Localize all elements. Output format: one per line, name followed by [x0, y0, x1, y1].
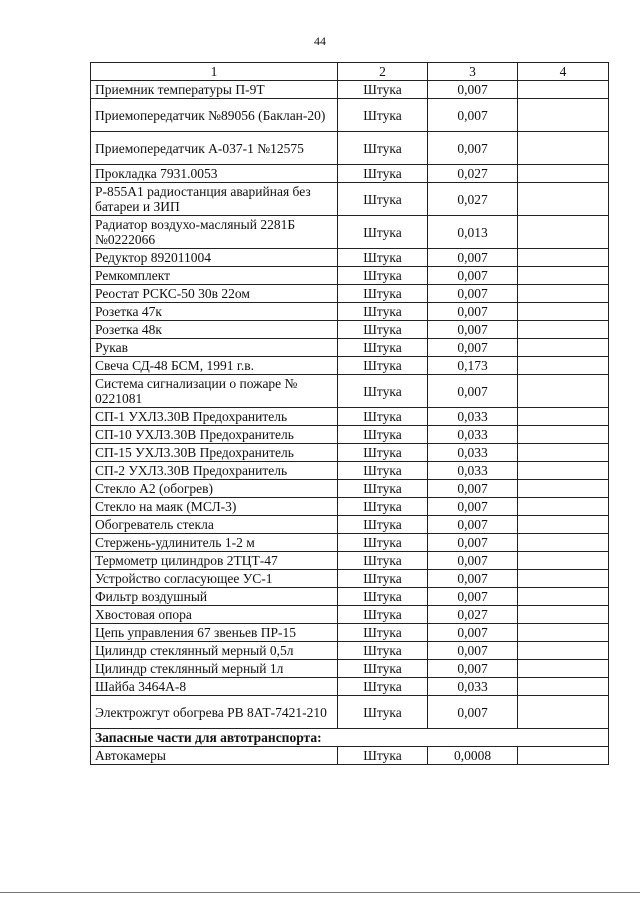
item-name-cell: Свеча СД-48 БСМ, 1991 г.в. — [91, 357, 338, 375]
item-name-cell: Рукав — [91, 339, 338, 357]
unit-cell: Штука — [338, 480, 428, 498]
quantity-cell: 0,027 — [428, 183, 518, 216]
note-cell — [518, 462, 609, 480]
table-row — [91, 216, 609, 249]
unit-cell: Штука — [338, 81, 428, 99]
note-cell — [518, 81, 609, 99]
unit-cell: Штука — [338, 444, 428, 462]
column-header: 4 — [518, 63, 609, 81]
table-row — [91, 132, 609, 165]
item-name-cell: Электрожгут обогрева РВ 8АТ-7421-210 — [91, 696, 338, 729]
note-cell — [518, 696, 609, 729]
quantity-cell: 0,007 — [428, 249, 518, 267]
table-row — [91, 81, 609, 99]
note-cell — [518, 426, 609, 444]
column-header: 2 — [338, 63, 428, 81]
unit-cell: Штука — [338, 321, 428, 339]
item-name-cell: Редуктор 892011004 — [91, 249, 338, 267]
quantity-cell: 0,007 — [428, 99, 518, 132]
note-cell — [518, 498, 609, 516]
note-cell — [518, 660, 609, 678]
unit-cell: Штука — [338, 516, 428, 534]
note-cell — [518, 375, 609, 408]
note-cell — [518, 444, 609, 462]
table-row — [91, 444, 609, 462]
item-name-cell: Стекло на маяк (МСЛ-3) — [91, 498, 338, 516]
note-cell — [518, 408, 609, 426]
note-cell — [518, 678, 609, 696]
unit-cell: Штука — [338, 462, 428, 480]
note-cell — [518, 165, 609, 183]
table-row — [91, 588, 609, 606]
unit-cell: Штука — [338, 132, 428, 165]
item-name-cell: Термометр цилиндров 2ТЦТ-47 — [91, 552, 338, 570]
note-cell — [518, 357, 609, 375]
table-row — [91, 624, 609, 642]
item-name-cell: Цепь управления 67 звеньев ПР-15 — [91, 624, 338, 642]
quantity-cell: 0,007 — [428, 321, 518, 339]
table-row — [91, 375, 609, 408]
table-body — [91, 81, 609, 765]
quantity-cell: 0,173 — [428, 357, 518, 375]
item-name-cell: Фильтр воздушный — [91, 588, 338, 606]
unit-cell: Штука — [338, 660, 428, 678]
quantity-cell: 0,007 — [428, 480, 518, 498]
item-name-cell: Система сигнализации о пожаре № 0221081 — [91, 375, 338, 408]
note-cell — [518, 183, 609, 216]
table-row — [91, 99, 609, 132]
table-row — [91, 747, 609, 765]
note-cell — [518, 267, 609, 285]
unit-cell: Штука — [338, 216, 428, 249]
quantity-cell: 0,033 — [428, 408, 518, 426]
item-name-cell: СП-15 УХЛ3.30В Предохранитель — [91, 444, 338, 462]
item-name-cell: Реостат РСКС-50 30в 22ом — [91, 285, 338, 303]
item-name-cell: Цилиндр стеклянный мерный 0,5л — [91, 642, 338, 660]
quantity-cell: 0,027 — [428, 606, 518, 624]
quantity-cell: 0,007 — [428, 516, 518, 534]
unit-cell: Штука — [338, 534, 428, 552]
table-row — [91, 552, 609, 570]
quantity-cell: 0,0008 — [428, 747, 518, 765]
table-row — [91, 516, 609, 534]
unit-cell: Штука — [338, 624, 428, 642]
unit-cell: Штука — [338, 606, 428, 624]
unit-cell: Штука — [338, 642, 428, 660]
note-cell — [518, 99, 609, 132]
item-name-cell: Шайба 3464А-8 — [91, 678, 338, 696]
unit-cell: Штука — [338, 249, 428, 267]
note-cell — [518, 321, 609, 339]
unit-cell: Штука — [338, 375, 428, 408]
table-row — [91, 408, 609, 426]
unit-cell: Штука — [338, 285, 428, 303]
item-name-cell: СП-2 УХЛ3.30В Предохранитель — [91, 462, 338, 480]
quantity-cell: 0,007 — [428, 534, 518, 552]
table-row — [91, 183, 609, 216]
note-cell — [518, 339, 609, 357]
table-header-row — [91, 63, 609, 81]
item-name-cell: Р-855А1 радиостанция аварийная без батареи и ЗИП — [91, 183, 338, 216]
table-row — [91, 570, 609, 588]
table-row — [91, 534, 609, 552]
table-row — [91, 165, 609, 183]
item-name-cell: Автокамеры — [91, 747, 338, 765]
quantity-cell: 0,007 — [428, 588, 518, 606]
column-header: 3 — [428, 63, 518, 81]
item-name-cell: Стержень-удлинитель 1-2 м — [91, 534, 338, 552]
quantity-cell: 0,007 — [428, 375, 518, 408]
unit-cell: Штука — [338, 426, 428, 444]
quantity-cell: 0,007 — [428, 570, 518, 588]
item-name-cell: Стекло А2 (обогрев) — [91, 480, 338, 498]
quantity-cell: 0,007 — [428, 624, 518, 642]
note-cell — [518, 480, 609, 498]
inventory-table — [90, 62, 609, 765]
quantity-cell: 0,007 — [428, 303, 518, 321]
unit-cell: Штука — [338, 696, 428, 729]
table-row — [91, 426, 609, 444]
unit-cell: Штука — [338, 747, 428, 765]
section-title: Запасные части для автотранспорта: — [91, 729, 609, 747]
quantity-cell: 0,007 — [428, 642, 518, 660]
unit-cell: Штука — [338, 339, 428, 357]
note-cell — [518, 516, 609, 534]
table-row — [91, 462, 609, 480]
item-name-cell: Устройство согласующее УС-1 — [91, 570, 338, 588]
item-name-cell: Обогреватель стекла — [91, 516, 338, 534]
quantity-cell: 0,027 — [428, 165, 518, 183]
page-bottom-edge — [0, 892, 640, 893]
item-name-cell: Радиатор воздухо-масляный 2281Б №0222066 — [91, 216, 338, 249]
unit-cell: Штука — [338, 303, 428, 321]
unit-cell: Штука — [338, 357, 428, 375]
quantity-cell: 0,033 — [428, 444, 518, 462]
table-row — [91, 606, 609, 624]
unit-cell: Штука — [338, 498, 428, 516]
note-cell — [518, 624, 609, 642]
item-name-cell: СП-10 УХЛ3.30В Предохранитель — [91, 426, 338, 444]
unit-cell: Штука — [338, 267, 428, 285]
note-cell — [518, 606, 609, 624]
table-row — [91, 642, 609, 660]
quantity-cell: 0,007 — [428, 267, 518, 285]
table-row — [91, 339, 609, 357]
quantity-cell: 0,033 — [428, 426, 518, 444]
unit-cell: Штука — [338, 552, 428, 570]
unit-cell: Штука — [338, 408, 428, 426]
unit-cell: Штука — [338, 99, 428, 132]
item-name-cell: Хвостовая опора — [91, 606, 338, 624]
note-cell — [518, 303, 609, 321]
item-name-cell: Приемопередатчик А-037-1 №12575 — [91, 132, 338, 165]
item-name-cell: Розетка 47к — [91, 303, 338, 321]
quantity-cell: 0,033 — [428, 462, 518, 480]
column-header: 1 — [91, 63, 338, 81]
table-row — [91, 696, 609, 729]
quantity-cell: 0,007 — [428, 696, 518, 729]
section-header-row — [91, 729, 609, 747]
item-name-cell: Приемник температуры П-9Т — [91, 81, 338, 99]
quantity-cell: 0,013 — [428, 216, 518, 249]
item-name-cell: СП-1 УХЛ3.30В Предохранитель — [91, 408, 338, 426]
unit-cell: Штука — [338, 183, 428, 216]
table-row — [91, 357, 609, 375]
quantity-cell: 0,007 — [428, 285, 518, 303]
unit-cell: Штука — [338, 570, 428, 588]
note-cell — [518, 249, 609, 267]
note-cell — [518, 132, 609, 165]
unit-cell: Штука — [338, 165, 428, 183]
item-name-cell: Приемопередатчик №89056 (Баклан-20) — [91, 99, 338, 132]
page-number: 44 — [314, 34, 326, 48]
item-name-cell: Цилиндр стеклянный мерный 1л — [91, 660, 338, 678]
quantity-cell: 0,007 — [428, 132, 518, 165]
unit-cell: Штука — [338, 678, 428, 696]
quantity-cell: 0,007 — [428, 339, 518, 357]
quantity-cell: 0,007 — [428, 552, 518, 570]
table-row — [91, 285, 609, 303]
note-cell — [518, 747, 609, 765]
unit-cell: Штука — [338, 588, 428, 606]
table-row — [91, 678, 609, 696]
quantity-cell: 0,007 — [428, 660, 518, 678]
note-cell — [518, 216, 609, 249]
quantity-cell: 0,007 — [428, 498, 518, 516]
item-name-cell: Розетка 48к — [91, 321, 338, 339]
table-row — [91, 660, 609, 678]
table-row — [91, 498, 609, 516]
item-name-cell: Ремкомплект — [91, 267, 338, 285]
note-cell — [518, 570, 609, 588]
table-row — [91, 303, 609, 321]
note-cell — [518, 642, 609, 660]
table-row — [91, 321, 609, 339]
note-cell — [518, 552, 609, 570]
quantity-cell: 0,033 — [428, 678, 518, 696]
item-name-cell: Прокладка 7931.0053 — [91, 165, 338, 183]
quantity-cell: 0,007 — [428, 81, 518, 99]
table-row — [91, 480, 609, 498]
table-row — [91, 249, 609, 267]
note-cell — [518, 588, 609, 606]
note-cell — [518, 534, 609, 552]
note-cell — [518, 285, 609, 303]
table-row — [91, 267, 609, 285]
